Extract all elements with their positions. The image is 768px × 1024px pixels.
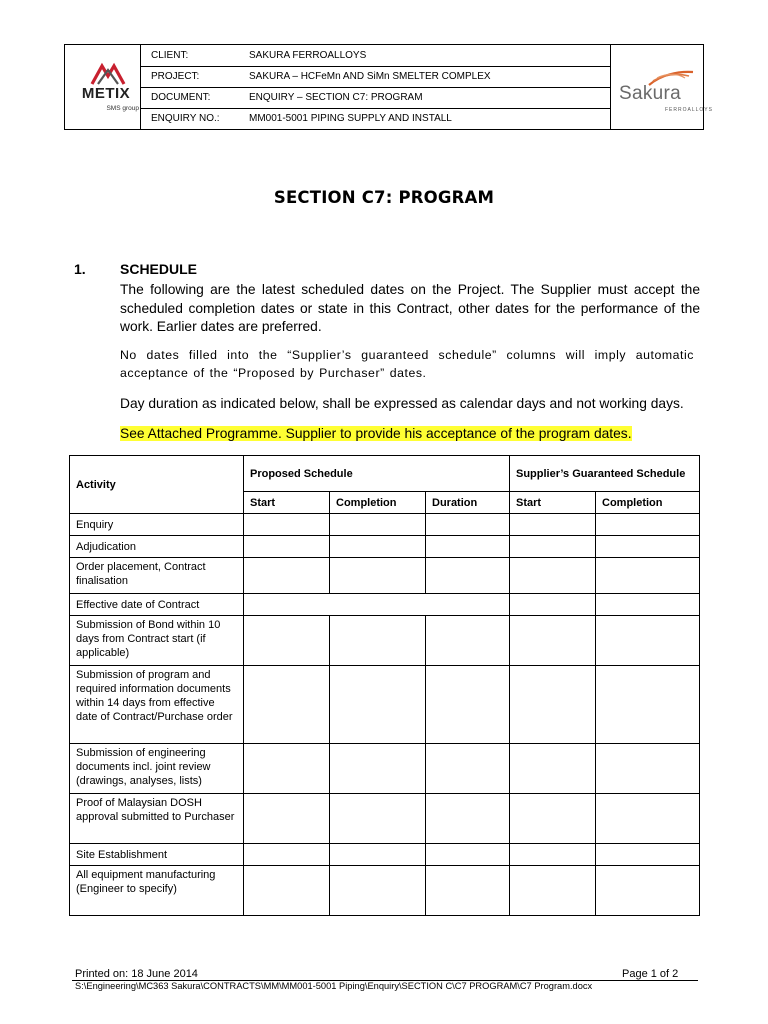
supplier-start-cell[interactable] <box>510 594 596 616</box>
document-label: DOCUMENT: <box>151 92 211 103</box>
table-row <box>70 844 700 866</box>
page-number: Page 1 of 2 <box>622 968 679 980</box>
proposed-merged-cell[interactable] <box>244 594 510 616</box>
completion-cell[interactable] <box>330 558 426 594</box>
proposed-schedule-header: Proposed Schedule <box>244 456 510 492</box>
project-label: PROJECT: <box>151 71 200 82</box>
supplier-completion-cell[interactable] <box>596 616 700 666</box>
activity-cell: All equipment manufacturing (Engineer to specify) <box>70 866 244 916</box>
duration-paragraph: Day duration as indicated below, shall be expressed as calendar days and not working days. <box>120 396 684 411</box>
completion-cell[interactable] <box>330 844 426 866</box>
sakura-logo-text: Sakura <box>619 83 682 104</box>
activity-cell: Proof of Malaysian DOSH approval submitted to Purchaser <box>70 794 244 844</box>
supplier-start-cell[interactable] <box>510 558 596 594</box>
activity-cell: Submission of program and required information documents within 14 days from effective date of Contract/Purchase order <box>70 666 244 744</box>
activity-cell: Submission of engineering documents incl. joint review (drawings, analyses, lists) <box>70 744 244 794</box>
supplier-completion-cell[interactable] <box>596 866 700 916</box>
section-heading: SCHEDULE <box>120 261 198 277</box>
start-cell[interactable] <box>244 744 330 794</box>
table-row <box>70 616 700 666</box>
completion-cell[interactable] <box>330 514 426 536</box>
supplier-start-cell[interactable] <box>510 744 596 794</box>
completion-cell[interactable] <box>330 744 426 794</box>
supplier-schedule-header: Supplier’s Guaranteed Schedule <box>510 456 700 492</box>
project-value: SAKURA – HCFeMn AND SiMn SMELTER COMPLEX <box>249 71 491 82</box>
start-cell[interactable] <box>244 666 330 744</box>
supplier-completion-cell[interactable] <box>596 844 700 866</box>
completion-header: Completion <box>330 492 426 514</box>
enquiry-label: ENQUIRY NO.: <box>151 113 220 124</box>
duration-cell[interactable] <box>426 866 510 916</box>
para-line: acceptance of the “Proposed by Purchaser” dates. <box>120 366 427 380</box>
para-line: No dates filled into the “Supplier’s guaranteed schedule” columns will imply automatic <box>120 348 694 362</box>
enquiry-value: MM001-5001 PIPING SUPPLY AND INSTALL <box>249 113 452 124</box>
start-cell[interactable] <box>244 558 330 594</box>
supplier-completion-header: Completion <box>596 492 700 514</box>
table-row <box>70 536 700 558</box>
activity-cell: Order placement, Contract finalisation <box>70 558 244 594</box>
activity-cell: Submission of Bond within 10 days from Contract start (if applicable) <box>70 616 244 666</box>
section-number: 1. <box>74 261 86 277</box>
activity-cell: Enquiry <box>70 514 244 536</box>
supplier-start-header: Start <box>510 492 596 514</box>
para-line: work. Earlier dates are preferred. <box>120 319 322 334</box>
duration-header: Duration <box>426 492 510 514</box>
start-header: Start <box>244 492 330 514</box>
para-line: The following are the latest scheduled dates on the Project. The Supplier must accept the <box>120 282 700 297</box>
supplier-completion-cell[interactable] <box>596 744 700 794</box>
supplier-start-cell[interactable] <box>510 666 596 744</box>
table-row <box>70 514 700 536</box>
supplier-completion-cell[interactable] <box>596 794 700 844</box>
supplier-completion-cell[interactable] <box>596 536 700 558</box>
completion-cell[interactable] <box>330 616 426 666</box>
supplier-start-cell[interactable] <box>510 794 596 844</box>
duration-cell[interactable] <box>426 794 510 844</box>
table-row <box>70 558 700 594</box>
page-title: SECTION C7: PROGRAM <box>273 188 495 207</box>
supplier-completion-cell[interactable] <box>596 514 700 536</box>
document-value: ENQUIRY – SECTION C7: PROGRAM <box>249 92 423 103</box>
completion-cell[interactable] <box>330 666 426 744</box>
supplier-completion-cell[interactable] <box>596 666 700 744</box>
table-row <box>70 794 700 844</box>
printed-date: Printed on: 18 June 2014 <box>75 968 198 980</box>
duration-cell[interactable] <box>426 558 510 594</box>
duration-cell[interactable] <box>426 744 510 794</box>
supplier-completion-cell[interactable] <box>596 558 700 594</box>
supplier-completion-cell[interactable] <box>596 594 700 616</box>
supplier-start-cell[interactable] <box>510 844 596 866</box>
para-line: scheduled completion dates or state in this Contract, other dates for the performance of the <box>120 300 700 316</box>
completion-cell[interactable] <box>330 536 426 558</box>
schedule-paragraph <box>120 281 700 337</box>
activity-cell: Adjudication <box>70 536 244 558</box>
client-label: CLIENT: <box>151 50 189 61</box>
metix-logo-text: METIX <box>81 85 131 102</box>
duration-cell[interactable] <box>426 536 510 558</box>
start-cell[interactable] <box>244 514 330 536</box>
schedule-table <box>69 455 700 916</box>
duration-cell[interactable] <box>426 844 510 866</box>
table-row <box>70 594 700 616</box>
document-header <box>64 44 713 130</box>
supplier-start-cell[interactable] <box>510 536 596 558</box>
table-row <box>70 744 700 794</box>
completion-cell[interactable] <box>330 866 426 916</box>
activity-cell: Site Establishment <box>70 844 244 866</box>
duration-cell[interactable] <box>426 616 510 666</box>
completion-cell[interactable] <box>330 794 426 844</box>
highlighted-text: See Attached Programme. Supplier to provide his acceptance of the program dates. <box>120 426 632 441</box>
supplier-start-cell[interactable] <box>510 866 596 916</box>
duration-cell[interactable] <box>426 514 510 536</box>
supplier-start-cell[interactable] <box>510 616 596 666</box>
metix-emblem-icon <box>88 62 128 86</box>
acceptance-paragraph <box>120 346 694 382</box>
start-cell[interactable] <box>244 616 330 666</box>
client-value: SAKURA FERROALLOYS <box>249 50 367 61</box>
sakura-logo-tagline: FERROALLOYS <box>665 107 713 113</box>
duration-cell[interactable] <box>426 666 510 744</box>
activity-cell: Effective date of Contract <box>70 594 244 616</box>
start-cell[interactable] <box>244 844 330 866</box>
start-cell[interactable] <box>244 536 330 558</box>
table-row <box>70 866 700 916</box>
supplier-start-cell[interactable] <box>510 514 596 536</box>
table-row <box>70 666 700 744</box>
file-path: S:\Engineering\MC363 Sakura\CONTRACTS\MM\MM001-5001 Piping\Enquiry\SECTION C\C7 PROGRAM\C7 Program.docx <box>75 981 593 991</box>
start-cell[interactable] <box>244 866 330 916</box>
activity-header: Activity <box>70 456 244 514</box>
programme-note <box>120 425 632 444</box>
start-cell[interactable] <box>244 794 330 844</box>
metix-logo-tagline: SMS group <box>106 105 139 112</box>
